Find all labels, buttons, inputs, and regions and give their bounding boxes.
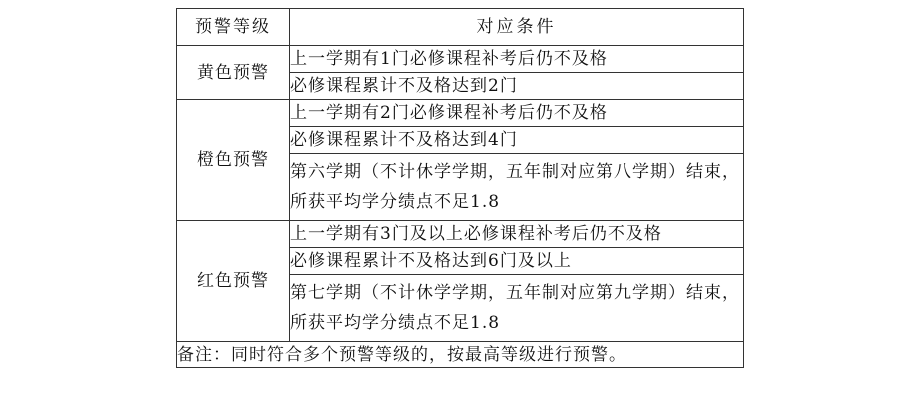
note-row — [177, 342, 744, 368]
table-note: 备注：同时符合多个预警等级的，按最高等级进行预警。 — [177, 342, 744, 368]
condition-cell: 上一学期有1门必修课程补考后仍不及格 — [290, 46, 744, 73]
warning-level-table — [176, 8, 744, 368]
condition-cell: 必修课程累计不及格达到4门 — [290, 127, 744, 154]
table-row — [177, 221, 744, 248]
table-row — [177, 100, 744, 127]
table-header-row — [177, 9, 744, 46]
level-red: 红色预警 — [177, 221, 290, 342]
level-yellow: 黄色预警 — [177, 46, 290, 100]
header-level: 预警等级 — [177, 9, 290, 46]
condition-cell: 必修课程累计不及格达到2门 — [290, 73, 744, 100]
table-row — [177, 46, 744, 73]
header-condition: 对应条件 — [290, 9, 744, 46]
condition-cell: 第七学期（不计休学学期，五年制对应第九学期）结束，所获平均学分绩点不足1.8 — [290, 275, 744, 342]
condition-cell: 第六学期（不计休学学期，五年制对应第八学期）结束，所获平均学分绩点不足1.8 — [290, 154, 744, 221]
level-orange: 橙色预警 — [177, 100, 290, 221]
condition-cell: 上一学期有2门必修课程补考后仍不及格 — [290, 100, 744, 127]
condition-cell: 必修课程累计不及格达到6门及以上 — [290, 248, 744, 275]
condition-cell: 上一学期有3门及以上必修课程补考后仍不及格 — [290, 221, 744, 248]
